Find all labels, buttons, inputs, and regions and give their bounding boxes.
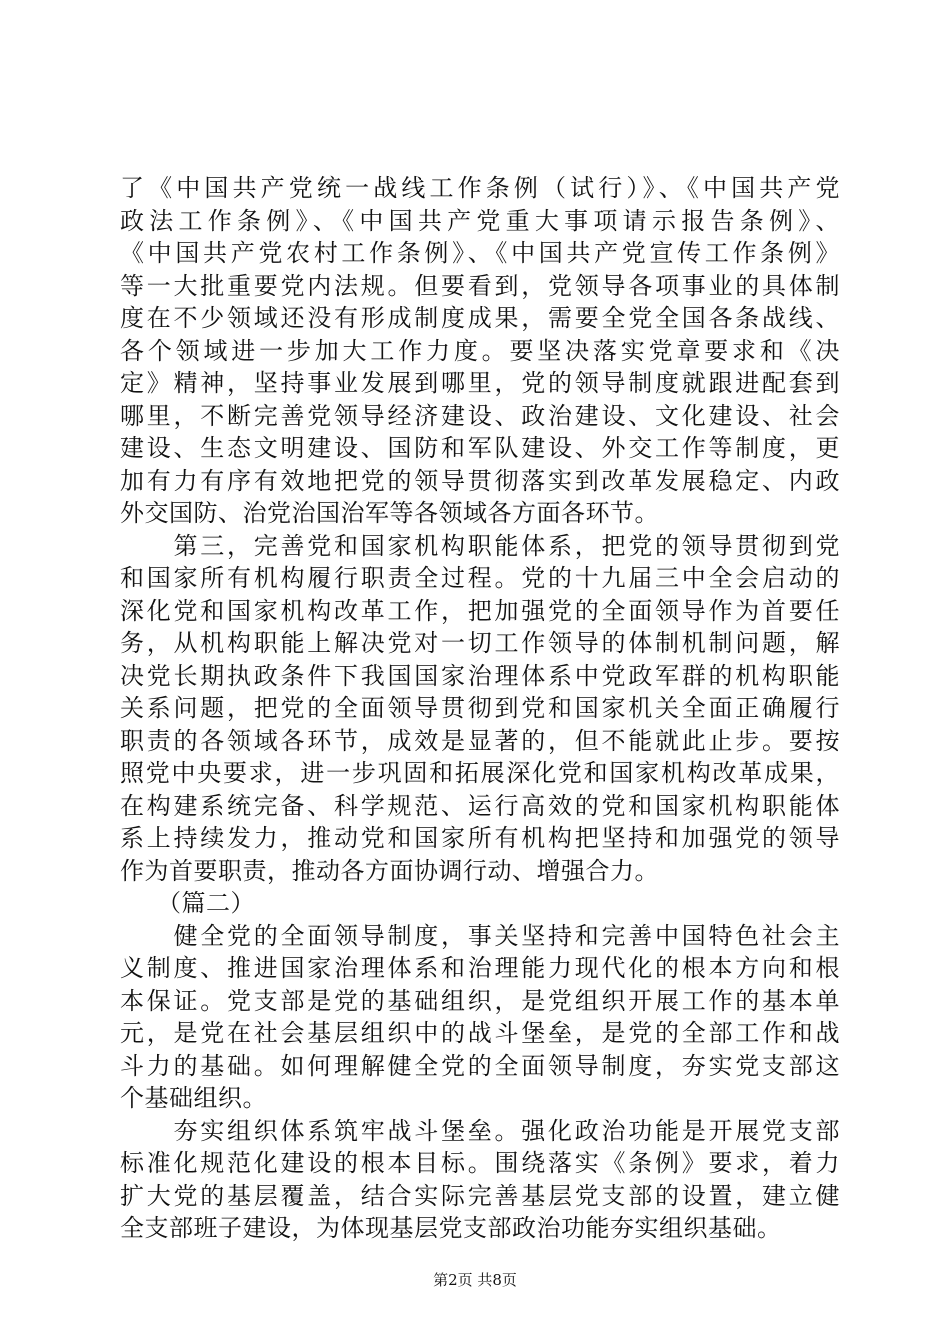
- text-line: 建设、生态文明建设、国防和军队建设、外交工作等制度，更: [120, 434, 840, 462]
- text-line: 作为首要职责，推动各方面协调行动、增强合力。: [120, 856, 659, 885]
- text-line: 了《中国共产党统一战线工作条例（试行）》、《中国共产党: [120, 174, 840, 202]
- text-line: 关系问题，把党的全面领导贯彻到党和国家机关全面正确履行: [120, 694, 840, 722]
- text-line: 深化党和国家机构改革工作，把加强党的全面领导作为首要任: [120, 596, 840, 625]
- text-line: 健全党的全面领导制度，事关坚持和完善中国特色社会主: [120, 921, 840, 950]
- text-line: 第三，完善党和国家机构职能体系，把党的领导贯彻到党: [120, 531, 840, 560]
- text-line: 务，从机构职能上解决党对一切工作领导的体制机制问题，解: [120, 629, 840, 657]
- text-line: 系上持续发力，推动党和国家所有机构把坚持和加强党的领导: [120, 824, 840, 852]
- text-line: 度在不少领域还没有形成制度成果，需要全党全国各条战线、: [120, 304, 840, 332]
- text-line: 扩大党的基层覆盖，结合实际完善基层党支部的设置，建立健: [120, 1181, 840, 1210]
- text-line: 哪里，不断完善党领导经济建设、政治建设、文化建设、社会: [120, 401, 840, 430]
- text-line: （篇二）: [120, 889, 255, 917]
- text-line: 本保证。党支部是党的基础组织，是党组织开展工作的基本单: [120, 986, 840, 1015]
- text-line: 职责的各领域各环节，成效是显著的，但不能就此止步。要按: [120, 726, 840, 755]
- page-footer: 第2页 共8页: [433, 1271, 517, 1289]
- text-line: 义制度、推进国家治理体系和治理能力现代化的根本方向和根: [120, 954, 840, 982]
- text-line: 政法工作条例》、《中国共产党重大事项请示报告条例》、: [120, 206, 840, 235]
- text-line: 元，是党在社会基层组织中的战斗堡垒，是党的全部工作和战: [120, 1019, 840, 1047]
- text-line: 《中国共产党农村工作条例》、《中国共产党宣传工作条例》: [120, 239, 840, 267]
- text-line: 夯实组织体系筑牢战斗堡垒。强化政治功能是开展党支部: [120, 1116, 840, 1145]
- text-line: 定》精神，坚持事业发展到哪里，党的领导制度就跟进配套到: [120, 369, 840, 397]
- text-line: 照党中央要求，进一步巩固和拓展深化党和国家机构改革成果，: [120, 759, 840, 787]
- text-line: 外交国防、治党治国治军等各领域各方面各环节。: [120, 499, 659, 527]
- text-line: 全支部班子建设，为体现基层党支部政治功能夯实组织基础。: [120, 1214, 782, 1242]
- text-line: 等一大批重要党内法规。但要看到，党领导各项事业的具体制: [120, 271, 840, 300]
- text-line: 个基础组织。: [120, 1084, 267, 1112]
- document-body: [120, 172, 840, 1245]
- text-line: 在构建系统完备、科学规范、运行高效的党和国家机构职能体: [120, 791, 840, 820]
- text-line: 加有力有序有效地把党的领导贯彻落实到改革发展稳定、内政: [120, 466, 840, 495]
- text-line: 各个领域进一步加大工作力度。要坚决落实党章要求和《决: [120, 336, 840, 365]
- text-line: 斗力的基础。如何理解健全党的全面领导制度，夯实党支部这: [120, 1051, 840, 1080]
- text-line: 决党长期执政条件下我国国家治理体系中党政军群的机构职能: [120, 661, 840, 690]
- text-line: 和国家所有机构履行职责全过程。党的十九届三中全会启动的: [120, 564, 840, 592]
- text-line: 标准化规范化建设的根本目标。围绕落实《条例》要求，着力: [120, 1149, 840, 1177]
